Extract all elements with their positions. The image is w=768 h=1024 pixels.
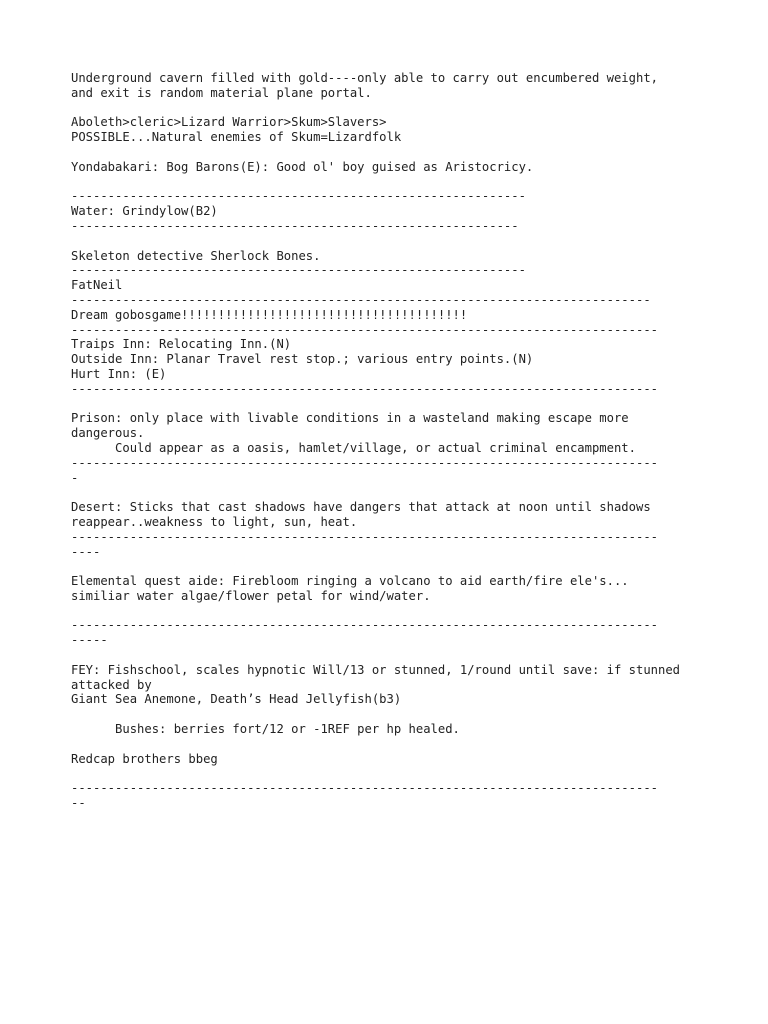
document-line	[71, 604, 711, 619]
document-line	[71, 175, 711, 190]
document-line: Elemental quest aide: Firebloom ringing a volcano to aid earth/fire ele's...	[71, 574, 629, 589]
document-line: -------------------------------------------------------------	[71, 218, 519, 233]
document-line: Hurt Inn: (E)	[71, 366, 167, 381]
document-line	[71, 397, 711, 412]
document-line: and exit is random material plane portal.	[71, 85, 372, 100]
document-line: --------------------------------------------------------------	[71, 263, 526, 278]
document-line: ----	[71, 544, 101, 559]
document-line: --	[71, 796, 86, 811]
document-line: --------------------------------------------------------------------------------	[71, 618, 658, 633]
document-line: Water: Grindylow(B2)	[71, 204, 218, 219]
document-line: Yondabakari: Bog Barons(E): Good ol' boy guised as Aristocricy.	[71, 159, 534, 174]
document-line: Could appear as a oasis, hamlet/village, or actual criminal encampment.	[71, 440, 636, 455]
document-line: FatNeil	[71, 278, 123, 293]
document-line: Skeleton detective Sherlock Bones.	[71, 248, 321, 263]
document-line: Bushes: berries fort/12 or -1REF per hp healed.	[71, 722, 460, 737]
document-line: similiar water algae/flower petal for wind/water.	[71, 588, 431, 603]
document-line: Underground cavern filled with gold----only able to carry out encumbered weight,	[71, 71, 658, 85]
document-line: -	[71, 470, 79, 485]
document-line	[71, 101, 711, 116]
document-line: --------------------------------------------------------------------------------	[71, 529, 658, 544]
document-line: Prison: only place with livable conditions in a wasteland making escape more	[71, 411, 629, 426]
document-line: -------------------------------------------------------------------------------	[71, 292, 651, 307]
document-line	[71, 485, 711, 500]
document-line	[71, 234, 711, 249]
document-line: --------------------------------------------------------------------------------	[71, 322, 658, 337]
document-line: Traips Inn: Relocating Inn.(N)	[71, 337, 292, 352]
document-line: Giant Sea Anemone, Death’s Head Jellyfish(b3)	[71, 692, 402, 707]
document-line: Aboleth>cleric>Lizard Warrior>Skum>Slavers>	[71, 115, 387, 130]
document-line: --------------------------------------------------------------------------------	[71, 455, 658, 470]
document-line: Desert: Sticks that cast shadows have dangers that attack at noon until shadows	[71, 500, 651, 515]
document-line	[71, 559, 711, 574]
document-line: attacked by	[71, 677, 152, 692]
document-line: --------------------------------------------------------------	[71, 189, 526, 204]
document-line	[71, 648, 711, 663]
document-line: -----	[71, 633, 108, 648]
document-line: Outside Inn: Planar Travel rest stop.; various entry points.(N)	[71, 352, 534, 367]
document-line: --------------------------------------------------------------------------------	[71, 781, 658, 796]
document-line	[71, 737, 711, 752]
document-line	[71, 766, 711, 781]
document-line: dangerous.	[71, 426, 145, 441]
document-line	[71, 145, 711, 160]
document-line: Redcap brothers bbeg	[71, 751, 218, 766]
document-line: POSSIBLE...Natural enemies of Skum=Lizardfolk	[71, 130, 402, 145]
document-text	[71, 71, 711, 811]
document-line: FEY: Fishschool, scales hypnotic Will/13 or stunned, 1/round until save: if stunned	[71, 662, 681, 677]
document-line: --------------------------------------------------------------------------------	[71, 381, 658, 396]
document-line: reappear..weakness to light, sun, heat.	[71, 514, 358, 529]
document-line	[71, 707, 711, 722]
document-line: Dream gobosgame!!!!!!!!!!!!!!!!!!!!!!!!!!!!!!!!!!!!!!!	[71, 307, 468, 322]
